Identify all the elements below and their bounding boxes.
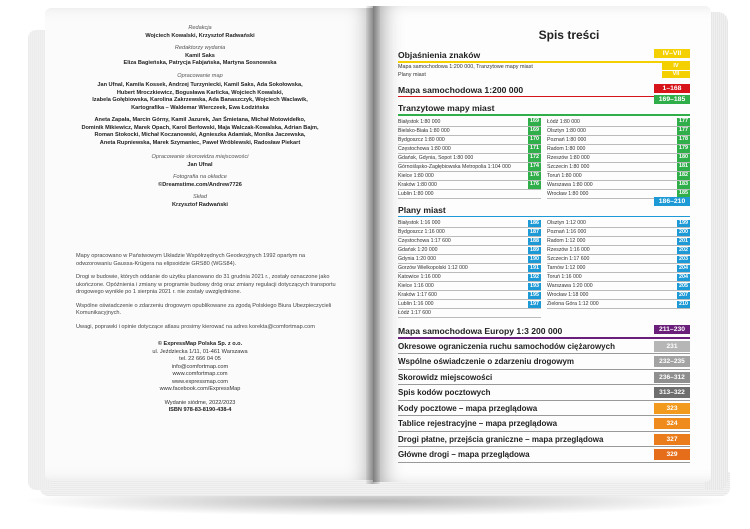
toc-column-right (547, 118, 690, 199)
toc-entry-label: Szczecin 1:80 000 (547, 163, 590, 170)
toc-page-badge: 197 (530, 300, 539, 307)
toc-page-badge: 324 (654, 418, 690, 429)
toc-entry (547, 181, 690, 190)
toc-entry (398, 136, 541, 145)
toc-page-badge: 187 (530, 228, 539, 235)
toc-page-badge: 190 (530, 255, 539, 262)
toc-section-heading (398, 197, 690, 216)
redakcja-names: Wojciech Kowalski, Krzysztof Radwański (145, 32, 255, 39)
toc-page-badge: 185 (679, 190, 688, 196)
toc-section-label: Tranzytowe mapy miast (398, 103, 495, 113)
toc-tail-label: Spis kodów pocztowych (398, 388, 491, 397)
opracowanie-line: Kartografika – Waldemar Wierczeek, Ewa Łodzińska (131, 104, 269, 111)
toc-entry (547, 273, 690, 282)
toc-tail-label: Wspólne oświadczenie o zdarzeniu drogowym (398, 357, 575, 366)
toc-subrow-label: Plany miast (398, 71, 426, 78)
toc-page-badge: 169–185 (654, 95, 690, 104)
toc-page-badge: 180 (679, 154, 688, 160)
toc-entry-label: Toruń 1:16 000 (547, 274, 582, 280)
toc-entry (547, 255, 690, 264)
toc-entry-label: Białystok 1:80 000 (398, 118, 441, 125)
toc-entry-label: Olsztyn 1:80 000 (547, 127, 586, 134)
toc-subrow (398, 63, 690, 71)
toc-entry (547, 246, 690, 255)
toc-section-heading (398, 324, 690, 337)
imprint-paragraph: Wspólne oświadczenie o zdarzeniu drogowym opublikowane za zgodą Polskiego Biura Ubezpieczycieli Komunikacyjnych. (76, 302, 332, 316)
toc-page-badge: 176 (530, 181, 539, 187)
redaktorzy-main: Kamil Saks (185, 52, 215, 59)
toc-entry (398, 228, 541, 237)
toc-entry (398, 172, 541, 181)
toc-page-badge: 169 (530, 118, 539, 124)
opracowanie-line: Aneta Rupniewska, Marek Szymaniec, Paweł Wróblewski, Radosław Piekart (99, 139, 301, 146)
toc-page-badge: 327 (654, 434, 690, 445)
skorowidz-name: Jan Ufnal (187, 161, 213, 168)
toc-entry-label: Łódź 1:80 000 (547, 118, 580, 125)
sklad-name: Krzysztof Radwański (172, 201, 228, 208)
toc-entry-label: Wrocław 1:80 000 (547, 190, 589, 197)
toc-tail-label: Drogi płatne, przejścia graniczne – mapa przeglądowa (398, 434, 604, 444)
toc-page-badge: 232–235 (654, 356, 690, 367)
toc-entry-label: Zielona Góra 1:12 000 (547, 301, 599, 307)
toc-section-label: Mapa samochodowa Europy 1:3 200 000 (398, 326, 563, 336)
toc-section-heading (398, 96, 690, 114)
toc-tail-label: Tablice rejestracyjne – mapa przeglądowa (398, 419, 558, 428)
toc-tail-label: Kody pocztowe – mapa przeglądowa (398, 403, 538, 413)
opracowanie-line: Hubert Mroczkiewicz, Bogusława Karlicka, Wojciech Kowalski, (116, 89, 284, 96)
toc-entry-label: Olsztyn 1:12 000 (547, 220, 586, 226)
toc-page-badge: 323 (654, 403, 690, 414)
toc-entry (547, 145, 690, 154)
toc-page-badge: 191 (530, 264, 539, 271)
toc-page-badge: 204 (679, 273, 688, 280)
imprint (50, 20, 350, 415)
toc-entry (398, 118, 541, 127)
opracowanie-line: Jan Ufnal, Kamila Kossek, Andrzej Turzyniecki, Kamil Saks, Ada Sokołowska, (97, 82, 303, 88)
toc-page-badge: 177 (679, 127, 688, 133)
toc-entry (398, 246, 541, 255)
toc-entry-label: Kielce 1:16 000 (398, 283, 434, 289)
toc-section-label: Mapa samochodowa 1:200 000 (398, 84, 524, 95)
toc-entry (547, 219, 690, 228)
toc-entry-label: Łódź 1:17 600 (398, 310, 431, 316)
toc-entry-label: Kraków 1:17 600 (398, 292, 437, 298)
toc-entry-label: Częstochowa 1:17 600 (398, 238, 451, 244)
toc-tail-label: Główne drogi – mapa przeglądowa (398, 450, 530, 459)
publisher-web: www.comfortmap.com (172, 371, 228, 377)
toc-section-rule (398, 216, 690, 218)
toc-entry-label: Tarnów 1:12 000 (547, 265, 586, 271)
isbn: ISBN 978-83-8190-438-4 (168, 407, 232, 413)
toc-tail-row (398, 385, 690, 401)
publisher-name: © ExpressMap Polska Sp. z o.o. (157, 341, 243, 347)
toc-entry (398, 154, 541, 163)
toc-subrow (398, 71, 690, 79)
toc-page-badge: 1–168 (654, 84, 690, 93)
toc-page-badge: 210 (679, 300, 688, 307)
toc-page-badge: 329 (654, 449, 690, 460)
toc-entry (398, 127, 541, 136)
toc-page-badge: 193 (530, 282, 539, 289)
toc-section-label: Objaśnienia znaków (398, 50, 481, 60)
toc-entry (547, 228, 690, 237)
toc-entry (398, 255, 541, 264)
opracowanie-line: Dominik Mikiewicz, Marek Opach, Karol Berłowski, Maja Walczak-Kowalska, Adrian Bajm, (81, 124, 319, 131)
toc-page-badge: 172 (530, 154, 539, 160)
toc-entry (398, 219, 541, 228)
toc-page-badge: 201 (679, 237, 688, 244)
foto-credit: ©Dreamstime.com/Andrew7726 (158, 181, 242, 188)
toc-page-badge: 207 (679, 291, 688, 298)
opracowanie-line: Izabela Gołębiowska, Karolina Zakrzewska, Ada Banaszczyk, Wojciech Waclawik, (92, 97, 308, 103)
table-of-contents (398, 28, 690, 463)
redaktorzy-label: Redaktorzy wydania (174, 45, 226, 51)
imprint-paragraph: Uwagi, poprawki i opinie dotyczące atlasu prosimy kierować na adres korekta@comfortmap.com (76, 323, 315, 330)
toc-entry (547, 300, 690, 309)
toc-entry-label: Poznań 1:80 000 (547, 136, 587, 143)
toc-page-badge: 182 (679, 172, 688, 178)
toc-page-badge: 188 (530, 237, 539, 244)
toc-page-badge: 203 (679, 255, 688, 262)
toc-tail-row (398, 416, 690, 432)
opracowanie-list-2 (50, 117, 350, 147)
toc-section-heading (398, 83, 690, 96)
toc-entry-label: Kielce 1:80 000 (398, 172, 434, 179)
imprint-paragraph: Mapy opracowano w Państwowym Układzie Współrzędnych Geodezyjnych 1992 opartym na odwzorowaniu Gaussa-Krügera na elipsoidzie GRS80 (WGS84). (76, 253, 306, 267)
toc-entry (547, 163, 690, 172)
edition: Wydanie siódme, 2022/2023 (164, 399, 236, 406)
toc-entry-label: Białystok 1:16 000 (398, 220, 441, 226)
toc-page-badge: 236–312 (654, 372, 690, 383)
toc-entry (398, 190, 541, 199)
opracowanie-label: Opracowanie map (177, 72, 223, 79)
toc-entry (398, 300, 541, 309)
toc-page-badge: 186–210 (654, 197, 690, 206)
publisher-address: ul. Jeździecka 1/11, 01-461 Warszawa (152, 348, 248, 355)
toc-page-badge: 205 (679, 282, 688, 289)
toc-section-mapa-samochodowa (398, 83, 690, 98)
toc-entry-label: Częstochowa 1:80 000 (398, 145, 451, 152)
toc-page-badge: 195 (530, 291, 539, 298)
toc-tail-row (398, 432, 690, 448)
toc-tail-label: Skorowidz miejscowości (398, 372, 493, 382)
toc-entry (398, 237, 541, 246)
toc-entry (547, 127, 690, 136)
toc-page-badge: 176 (530, 172, 539, 178)
toc-section-rule (398, 114, 690, 116)
toc-entry-label: Poznań 1:16 000 (547, 229, 587, 235)
toc-entry (398, 181, 541, 190)
book-gutter (366, 6, 380, 484)
toc-tail-row (398, 370, 690, 386)
toc-page-badge: 179 (679, 145, 688, 151)
toc-entry-label: Radom 1:80 000 (547, 145, 586, 152)
toc-section-tranzytowe (398, 96, 690, 199)
toc-page-badge: 174 (530, 163, 539, 169)
toc-entry (547, 291, 690, 300)
toc-entry (398, 163, 541, 172)
toc-section-europa (398, 324, 690, 339)
toc-column-left (398, 219, 541, 318)
toc-page-badge: VII (662, 71, 690, 78)
toc-page-badge: 189 (530, 246, 539, 253)
toc-entry (398, 291, 541, 300)
toc-entry (398, 309, 541, 318)
toc-page-badge: 199 (679, 219, 688, 226)
toc-page-badge: 177 (679, 118, 688, 124)
toc-tail-row (398, 401, 690, 417)
toc-tail-row (398, 339, 690, 355)
toc-entry-label: Bydgoszcz 1:16 000 (398, 229, 445, 235)
toc-page-badge: 192 (530, 273, 539, 280)
toc-entry (398, 264, 541, 273)
toc-section-plany (398, 197, 690, 319)
toc-section-objasnienia (398, 48, 690, 79)
toc-page-badge: 231 (654, 341, 690, 352)
foto-label: Fotografia na okładce (173, 174, 227, 180)
toc-page-badge: 186 (530, 219, 539, 226)
toc-page-badge: 171 (530, 145, 539, 151)
publisher-phone: tel. 22 666 04 05 (179, 356, 221, 362)
toc-page-badge: 200 (679, 228, 688, 235)
toc-entry-label: Radom 1:12 000 (547, 238, 586, 244)
toc-entry (398, 145, 541, 154)
toc-column-right (547, 219, 690, 318)
toc-tail-label: Okresowe ograniczenia ruchu samochodów ciężarowych (398, 341, 615, 351)
imprint-paragraph: Drogi w budowie, których oddanie do użytku planowano do 31 grudnia 2021 r., zostały oznaczone jako ukończone. Opóźnienia i zmiany w programie budowy dróg oraz zmiany regulacji dotyczących transportu drogowego wynikłe po 1 sierpnia 2021 r. nie zostały uwzględnione. (76, 274, 336, 295)
publisher-facebook: www.facebook.com/ExpressMap (159, 386, 241, 392)
publisher-web: www.expressmap.com (172, 378, 228, 385)
sklad-label: Skład (193, 194, 207, 200)
toc-entry (547, 237, 690, 246)
redakcja-label: Redakcja (188, 25, 212, 31)
toc-entry (547, 118, 690, 127)
toc-entry (398, 273, 541, 282)
opracowanie-list (50, 82, 350, 112)
toc-entry (547, 172, 690, 181)
toc-entry-label: Rzeszów 1:80 000 (547, 154, 590, 161)
toc-page-badge: 170 (530, 136, 539, 142)
toc-page-badge: 169 (530, 127, 539, 133)
toc-page-badge: 178 (679, 136, 688, 142)
toc-tail-row (398, 354, 690, 370)
toc-entry (547, 264, 690, 273)
toc-entry-label: Lublin 1:80 000 (398, 190, 434, 197)
toc-section-rule (398, 96, 690, 98)
toc-page-badge: IV (662, 63, 690, 70)
toc-two-columns (398, 118, 690, 199)
toc-entry-label: Górnośląsko-Zagłębiowska Metropolia 1:104 000 (398, 163, 511, 170)
toc-page-badge: 181 (679, 163, 688, 169)
toc-page-badge: 211–230 (654, 325, 690, 334)
redaktorzy-others: Eliza Bagieńska, Patrycja Fabjańska, Martyna Sosnowska (123, 60, 277, 66)
opracowanie-line: Roman Stokocki, Michał Koczanowski, Agnieszka Adamiak, Monika Jaczewska, (94, 132, 306, 138)
toc-page-badge: IV–VII (654, 49, 690, 58)
toc-entry-label: Rzeszów 1:16 000 (547, 247, 590, 253)
toc-entry-label: Gorzów Wielkopolski 1:12 000 (398, 265, 468, 271)
toc-page-badge: 202 (679, 246, 688, 253)
publisher-email: info@comfortmap.com (171, 363, 229, 370)
toc-section-heading (398, 48, 690, 61)
toc-entry-label: Gdańsk, Gdynia, Sopot 1:80 000 (398, 154, 474, 161)
toc-entry-label: Szczecin 1:17 600 (547, 256, 590, 262)
toc-column-left (398, 118, 541, 199)
publisher-block (50, 341, 350, 394)
toc-entry-label: Gdynia 1:20 000 (398, 256, 437, 262)
toc-page-badge: 204 (679, 264, 688, 271)
toc-subrow-label: Mapa samochodowa 1:200 000, Tranzytowe mapy miast (398, 63, 533, 70)
toc-entry-label: Toruń 1:80 000 (547, 172, 582, 179)
toc-entry (547, 136, 690, 145)
toc-entry (398, 282, 541, 291)
toc-entry-label: Gdańsk 1:20 000 (398, 247, 438, 253)
toc-entry (547, 282, 690, 291)
toc-two-columns (398, 219, 690, 318)
toc-entry-label: Bielsko-Biała 1:80 000 (398, 127, 450, 134)
toc-title: Spis treści (538, 28, 600, 42)
toc-entry-label: Katowice 1:16 000 (398, 274, 441, 280)
toc-entry (547, 154, 690, 163)
toc-page-badge: 183 (679, 181, 688, 187)
toc-entry-label: Bydgoszcz 1:80 000 (398, 136, 445, 143)
toc-entry-label: Kraków 1:80 000 (398, 181, 437, 188)
skorowidz-label: Opracowanie skorowidza miejscowości (151, 154, 249, 160)
toc-page-badge: 313–322 (654, 387, 690, 398)
toc-entry-label: Warszawa 1:80 000 (547, 181, 593, 188)
edition-block (50, 400, 350, 415)
toc-entry-label: Wrocław 1:18 000 (547, 292, 589, 298)
opracowanie-line: Aneta Zapała, Marcin Górny, Kamil Jazurek, Jan Śmietana, Michał Motowidełko, (94, 117, 306, 123)
toc-tail-list (398, 339, 690, 463)
toc-entry-label: Lublin 1:16 000 (398, 301, 434, 307)
toc-tail-row (398, 447, 690, 463)
toc-section-label: Plany miast (398, 204, 446, 215)
toc-entry-label: Warszawa 1:20 000 (547, 283, 593, 289)
